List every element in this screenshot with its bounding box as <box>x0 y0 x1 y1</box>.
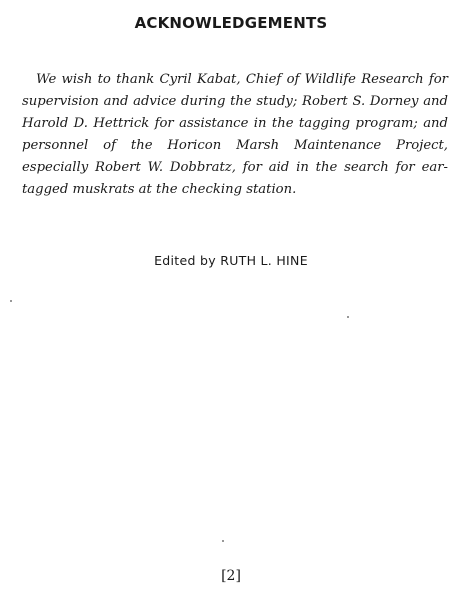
scan-speck <box>222 540 224 542</box>
scan-speck <box>347 316 349 318</box>
scan-speck <box>10 300 12 302</box>
editor-credit: Edited by RUTH L. HINE <box>154 253 308 268</box>
page-number: [2] <box>221 568 241 584</box>
acknowledgement-paragraph: We wish to thank Cyril Kabat, Chief of Wildlife Research for supervision and advice during the study; Robert S. Dorney and Harold D. Hettrick for assistance in the tagging program; and personnel of the Horicon Marsh Maintenance Project, especially Robert W. Dobbratz, for aid in the search for ear-tagged muskrats at the checking station. <box>22 72 448 198</box>
page-heading: ACKNOWLEDGEMENTS <box>134 14 328 32</box>
